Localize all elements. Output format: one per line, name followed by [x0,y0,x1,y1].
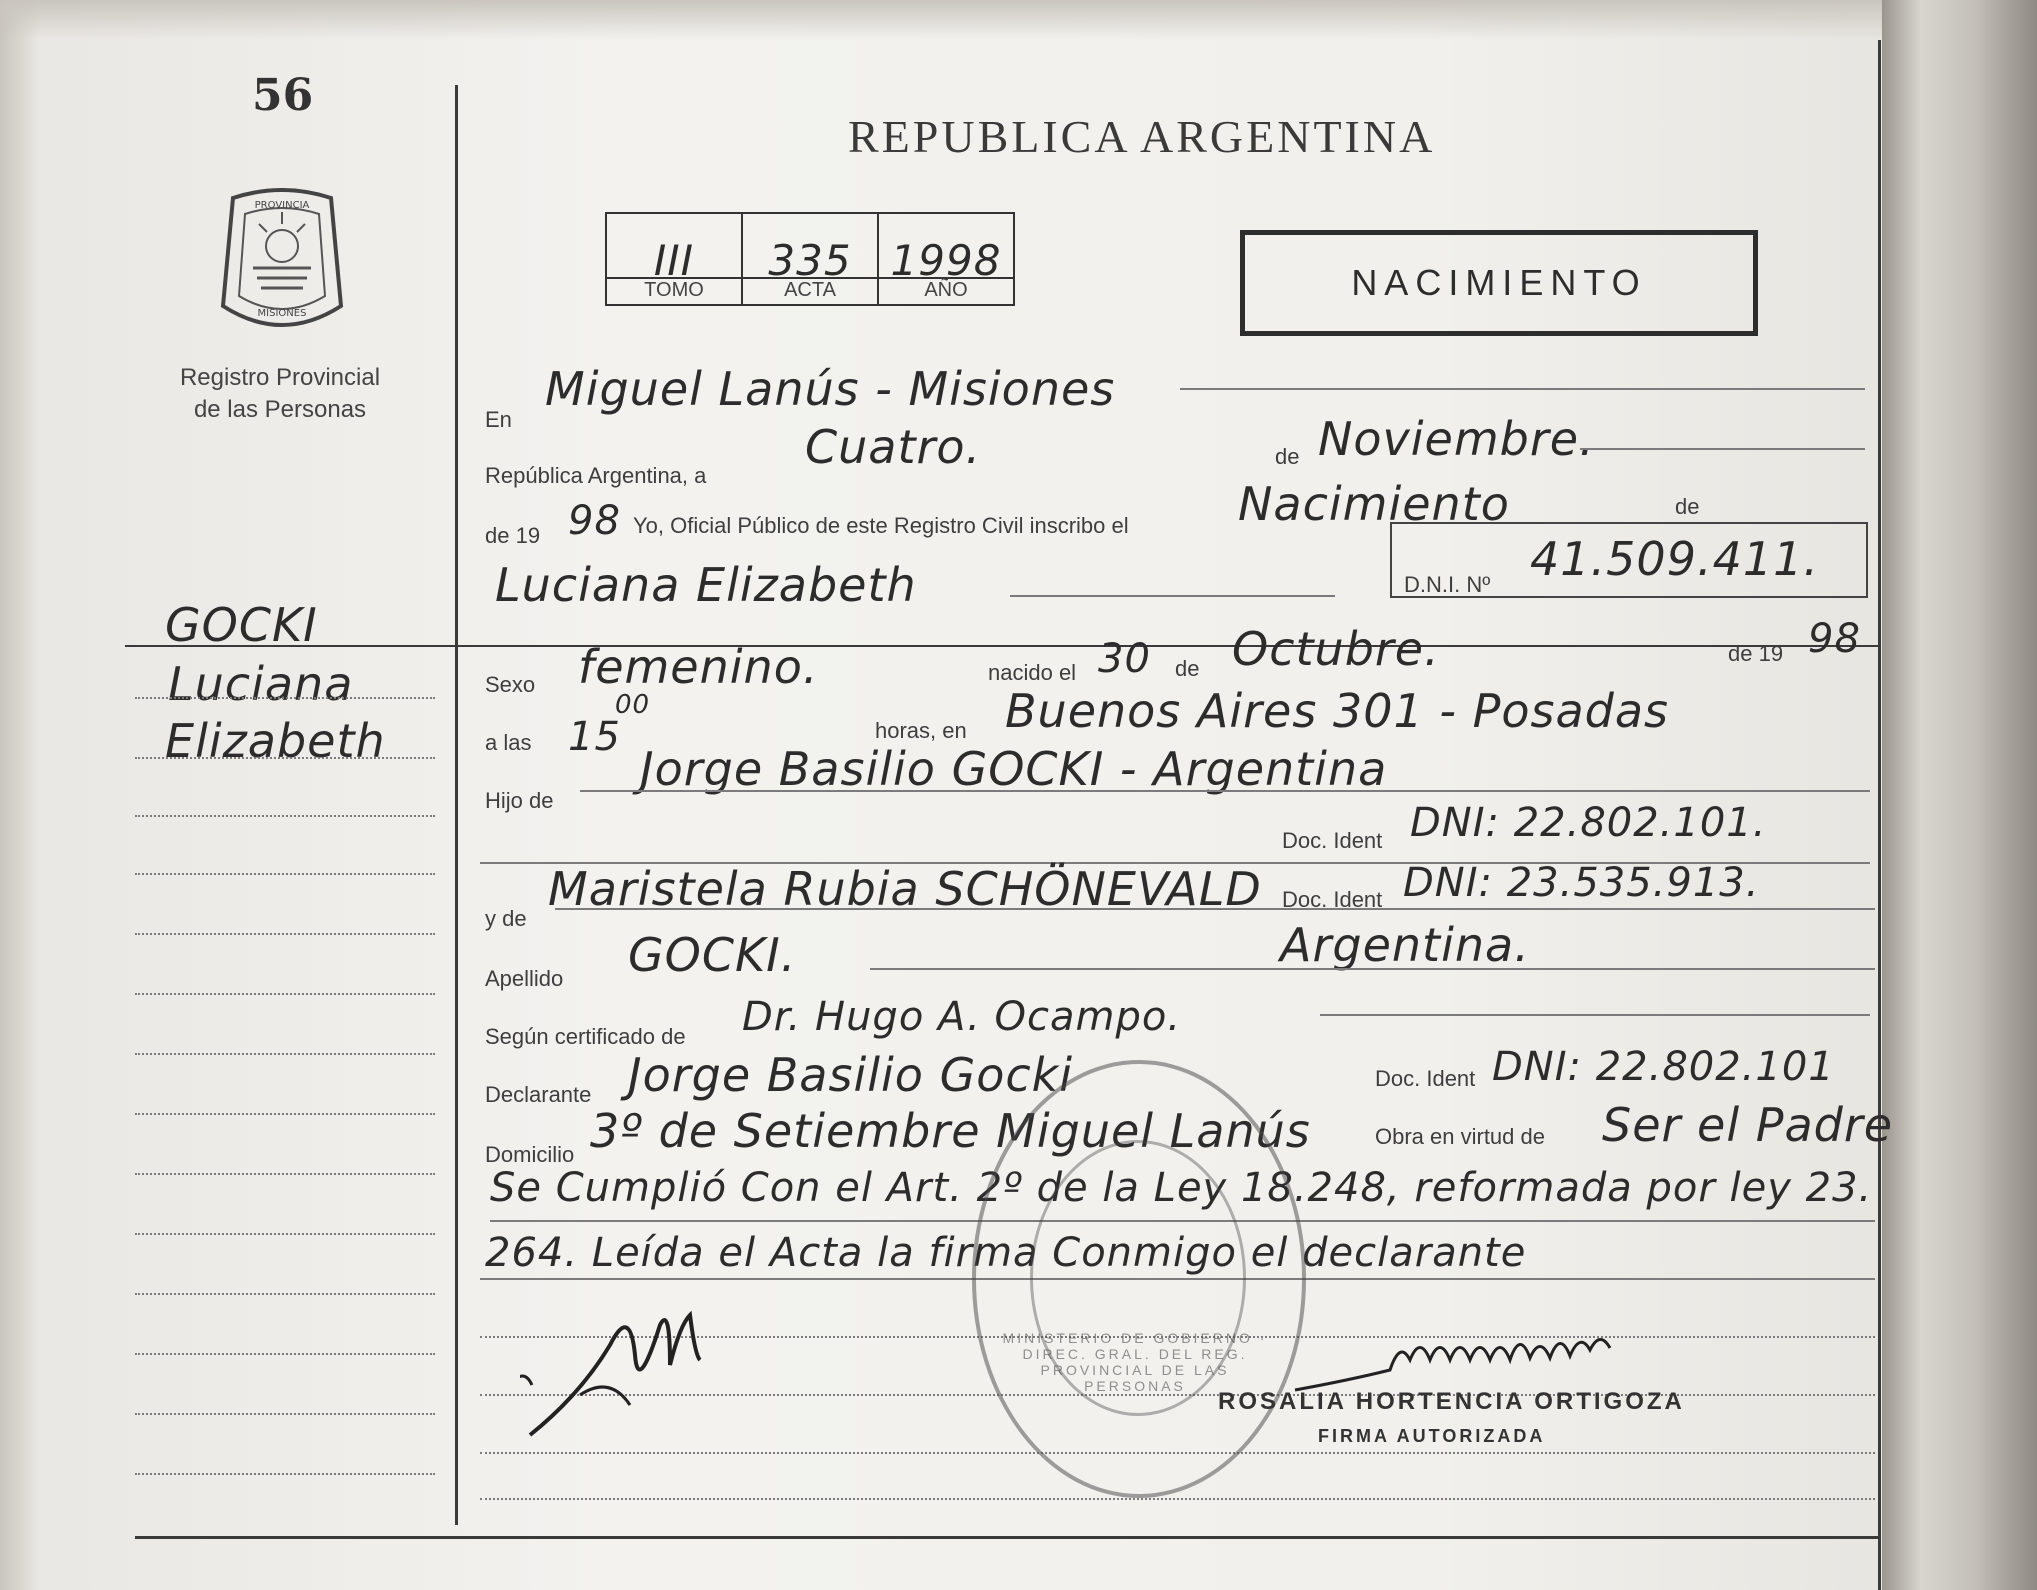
value-birth-place: Buenos Aires 301 - Posadas [1005,684,1669,738]
fill-line [1180,388,1865,390]
label-de-19-b: de 19 [1728,641,1784,666]
value-year: 98 [568,498,621,544]
misiones-seal-icon [213,188,351,334]
value-address: 3º de Setiembre Miguel Lanús [590,1104,1311,1158]
margin-line [135,757,435,759]
fill-line [555,908,1875,910]
label-doc-ident-declarant: Doc. Ident [1375,1066,1476,1091]
value-declarant-doc: DNI: 22.802.101 [1492,1044,1835,1090]
tomo-label: TOMO [607,277,741,302]
label-doc-ident-father: Doc. Ident [1282,828,1383,853]
label-declarante: Declarante [485,1082,592,1107]
margin-divider [455,85,458,1525]
record-id-table [605,212,1015,306]
seal-text-top: PROVINCIA [254,200,310,211]
official-name: ROSALIA HORTENCIA ORTIGOZA [1218,1388,1685,1415]
value-place: Miguel Lanús - Misiones [545,362,1116,416]
acta-label: ACTA [743,277,877,302]
value-reason: Ser el Padre [1602,1098,1894,1152]
acta-value: 335 [768,236,852,285]
value-birth-month: Octubre. [1232,622,1440,676]
fill-line [1010,595,1335,597]
value-mother-nationality: Argentina. [1280,918,1530,972]
stamp-text: MINISTERIO DE GOBIERNO · DIREC. GRAL. DEL REG. PROVINCIAL DE LAS PERSONAS [1002,1330,1268,1394]
label-doc-ident-mother: Doc. Ident [1282,887,1383,912]
value-birth-day: 30 [1098,636,1151,682]
value-declarant: Jorge Basilio Gocki [628,1048,1074,1102]
label-republica: República Argentina, a [485,463,707,488]
margin-line [135,993,435,995]
record-type: NACIMIENTO [1351,262,1647,303]
margin-line [135,1413,435,1415]
value-mother: Maristela Rubia SCHÖNEVALD [548,862,1262,916]
record-type-box [1240,230,1758,336]
margin-given-2: Elizabeth [165,714,386,768]
value-day: Cuatro. [805,420,982,474]
label-a-las: a las [485,730,532,755]
value-dni: 41.509.411. [1530,532,1819,586]
label-de-2: de [1675,494,1700,519]
margin-line [135,1233,435,1235]
label-sexo: Sexo [485,672,536,697]
acta-cell [742,213,878,305]
page-shadow-left [0,0,40,1590]
label-de-birth: de [1175,656,1200,681]
label-de-19: de 19 [485,523,541,548]
anio-cell [878,213,1014,305]
value-note-1: Se Cumplió Con el Art. 2º de la Ley 18.248, reformada por ley 23. [490,1165,1873,1211]
right-border [1878,40,1881,1590]
margin-line [135,1053,435,1055]
tomo-cell [606,213,742,305]
label-de-month: de [1275,444,1300,469]
value-father-doc: DNI: 22.802.101. [1410,800,1767,846]
label-horas-en: horas, en [875,718,967,743]
anio-label: AÑO [879,277,1013,302]
margin-line [135,697,435,699]
label-y-de: y de [485,906,527,931]
margin-line [135,1293,435,1295]
value-father: Jorge Basilio GOCKI - Argentina [640,742,1388,796]
fill-line [1580,448,1865,450]
label-segun: Según certificado de [485,1024,686,1049]
margin-line [135,933,435,935]
margin-surname: GOCKI [165,598,318,652]
value-sex: femenino. [578,640,819,694]
tomo-value: III [653,236,695,285]
label-dni: D.N.I. Nº [1404,572,1491,597]
footer-divider [135,1536,1880,1539]
value-note-2: 264. Leída el Acta la firma Conmigo el declarante [485,1230,1527,1276]
value-mother-doc: DNI: 23.535.913. [1403,860,1760,906]
label-firma-autorizada: FIRMA AUTORIZADA [1318,1426,1546,1446]
page-number: 56 [252,70,314,121]
fill-line [870,968,1875,970]
value-event: Nacimiento [1238,477,1510,531]
fill-line [580,790,1870,792]
margin-line [135,873,435,875]
margin-line [135,1113,435,1115]
value-birth-year: 98 [1808,616,1861,662]
label-obra: Obra en virtud de [1375,1124,1545,1149]
label-en: En [485,407,512,432]
anio-value: 1998 [890,236,1002,285]
margin-line [135,1473,435,1475]
fill-line [1320,1014,1870,1016]
fill-line [480,1498,1875,1500]
registry-name [150,362,410,426]
label-nacido: nacido el [988,660,1077,685]
registry-line-1: Registro Provincial [179,364,381,391]
value-name: Luciana Elizabeth [495,558,917,612]
value-surname: GOCKI. [628,928,797,982]
margin-line [135,1353,435,1355]
value-minutes: 00 [615,690,651,720]
seal-text-bottom: MISIONES [257,308,307,319]
label-domicilio: Domicilio [485,1142,575,1167]
declarant-signature-icon [520,1285,750,1445]
country-title: REPUBLICA ARGENTINA [848,111,1436,162]
value-certificate: Dr. Hugo A. Ocampo. [742,994,1182,1040]
value-hour: 15 [568,714,621,760]
page-shadow-top [0,0,1882,40]
value-month: Noviembre. [1318,412,1595,466]
book-binding [1882,0,2037,1590]
header-divider [125,645,1880,647]
margin-given-1: Luciana [168,657,354,711]
label-hijo-de: Hijo de [485,788,554,813]
margin-line [135,1173,435,1175]
margin-line [135,815,435,817]
label-oficial: Yo, Oficial Público de este Registro Civil inscribo el [633,513,1129,538]
registry-line-2: de las Personas [193,396,367,423]
label-apellido: Apellido [485,966,564,991]
